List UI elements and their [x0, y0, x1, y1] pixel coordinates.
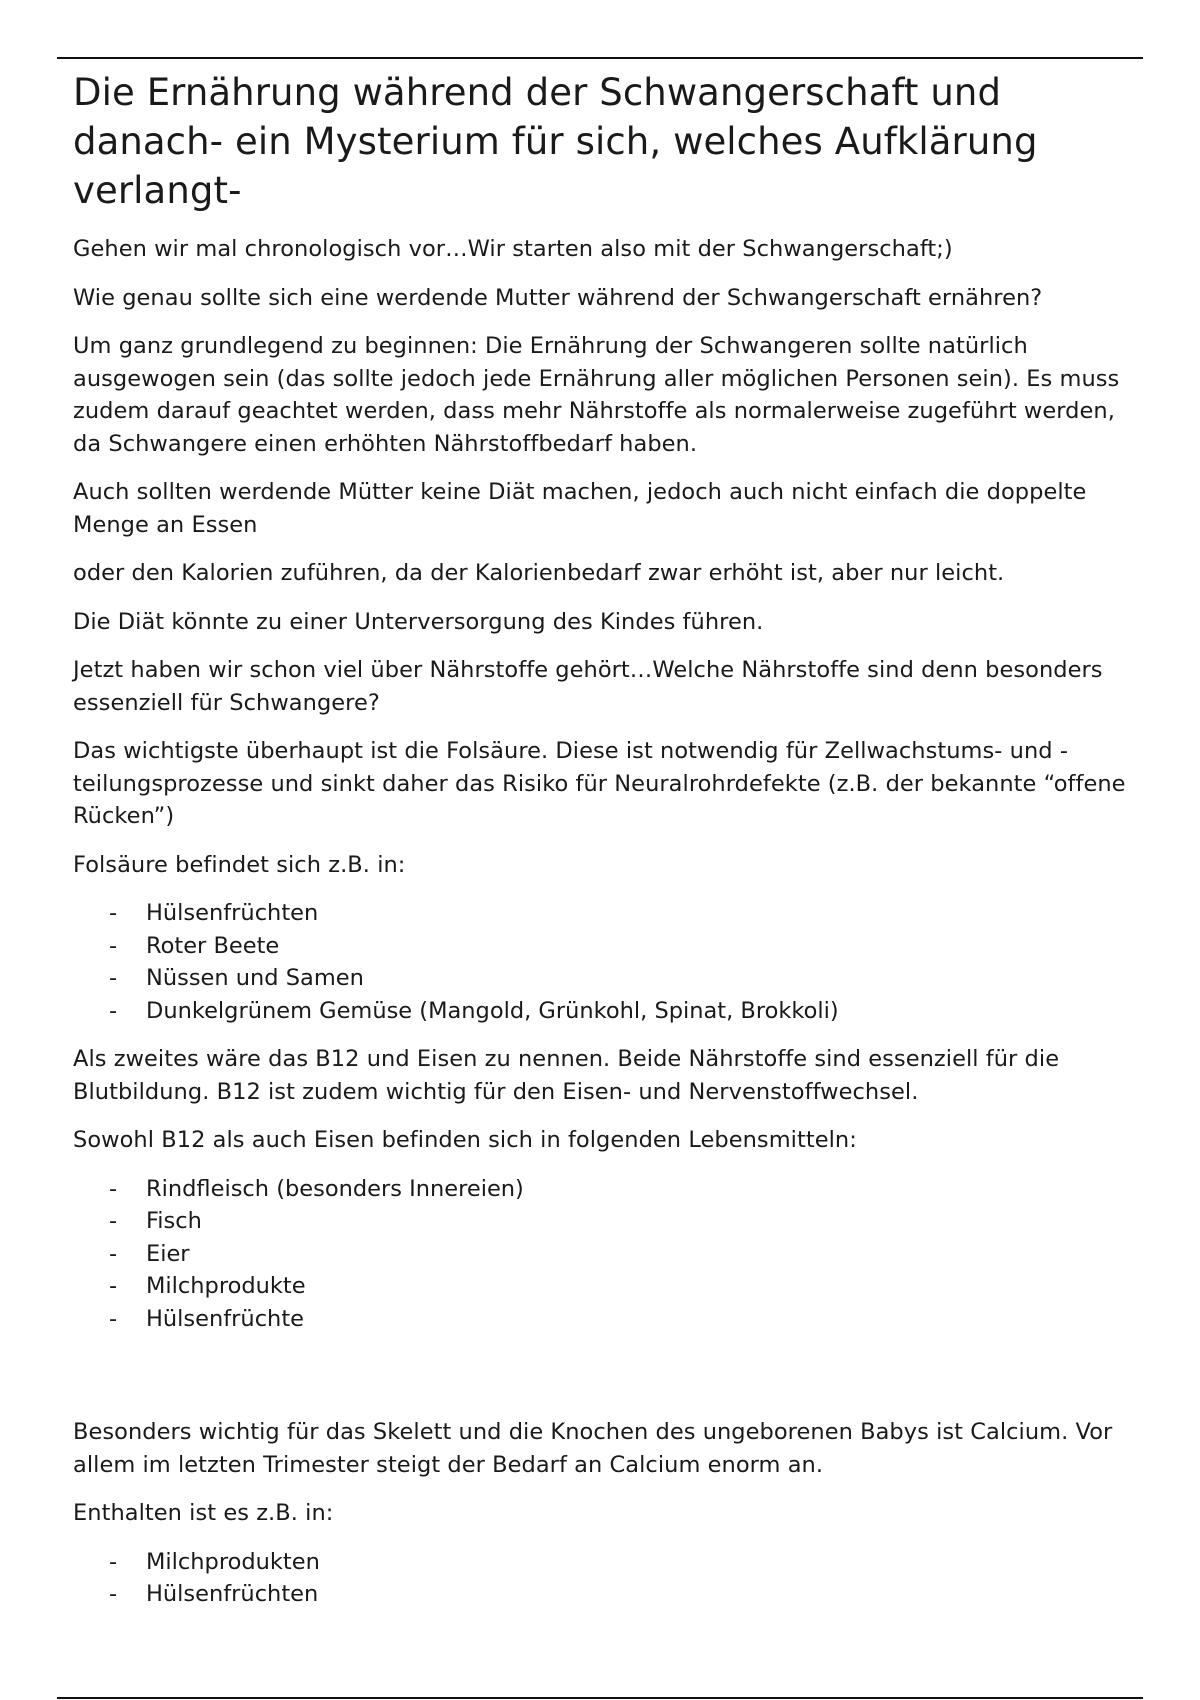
list-item: - Hülsenfrüchte	[73, 1303, 1133, 1336]
list-b12-iron	[73, 1173, 1133, 1336]
paragraph-intro: Gehen wir mal chronologisch vor…Wir starten also mit der Schwangerschaft;)	[73, 236, 953, 262]
bullet-dash: -	[109, 932, 118, 959]
paragraph-question: Wie genau sollte sich eine werdende Mutter während der Schwangerschaft ernähren?	[73, 284, 1043, 311]
top-rule	[57, 57, 1143, 59]
bullet-dash: -	[109, 1273, 118, 1299]
list-folic-acid	[73, 897, 1133, 1027]
bullet-dash: -	[109, 1305, 118, 1332]
blank-line	[73, 1351, 1133, 1416]
list-item: - Roter Beete	[73, 930, 1133, 963]
bottom-rule	[57, 1697, 1143, 1699]
paragraph-b12-iron: Als zweites wäre das B12 und Eisen zu nennen. Beide Nährstoffe sind essenziell für die Blutbildung. B12 ist zudem wichtig für den Eisen- und Nervenstoffwechsel.	[73, 1046, 1060, 1105]
bullet-dash: -	[109, 965, 118, 991]
list-item: - Milchprodukte	[73, 1270, 1133, 1303]
paragraph-b12-sources: Sowohl B12 als auch Eisen befinden sich in folgenden Lebensmitteln:	[73, 1127, 857, 1153]
list-calcium	[73, 1546, 1133, 1611]
list-item: - Rindfleisch (besonders Innereien)	[73, 1173, 1133, 1206]
paragraph-undersupply: Die Diät könnte zu einer Unterversorgung des Kindes führen.	[73, 608, 764, 635]
bullet-dash: -	[109, 1208, 118, 1234]
list-item: - Hülsenfrüchten	[73, 1578, 1133, 1611]
bullet-dash: -	[109, 900, 118, 926]
list-item: - Milchprodukten	[73, 1546, 1133, 1579]
bullet-dash: -	[109, 997, 118, 1024]
bullet-dash: -	[109, 1240, 118, 1267]
list-item: - Dunkelgrünem Gemüse (Mangold, Grünkohl, Spinat, Brokkoli)	[73, 995, 1133, 1028]
paragraph-calcium: Besonders wichtig für das Skelett und die Knochen des ungeborenen Babys ist Calcium. Vor allem im letzten Trimester steigt der Bedarf an Calcium enorm an.	[73, 1419, 1113, 1478]
paragraph-calories: oder den Kalorien zuführen, da der Kalorienbedarf zwar erhöht ist, aber nur leicht.	[73, 560, 1005, 586]
bullet-dash: -	[109, 1175, 118, 1202]
list-item: - Eier	[73, 1238, 1133, 1271]
document-title: Die Ernährung während der Schwangerschaft und danach- ein Mysterium für sich, welches Aufklärung verlangt-	[73, 71, 1038, 212]
paragraph-nutrients-question: Jetzt haben wir schon viel über Nährstoffe gehört…Welche Nährstoffe sind denn besonders essenziell für Schwangere?	[73, 657, 1103, 716]
paragraph-diet: Auch sollten werdende Mütter keine Diät machen, jedoch auch nicht einfach die doppelte Menge an Essen	[73, 479, 1087, 538]
document-page	[73, 68, 1133, 1627]
list-item: - Nüssen und Samen	[73, 962, 1133, 995]
paragraph-calcium-sources: Enthalten ist es z.B. in:	[73, 1500, 334, 1526]
list-item: - Hülsenfrüchten	[73, 897, 1133, 930]
paragraph-basics: Um ganz grundlegend zu beginnen: Die Ernährung der Schwangeren sollte natürlich ausgewogen sein (das sollte jedoch jede Ernährung aller möglichen Personen sein). Es muss zudem darauf geachtet werden, dass mehr Nährstoffe als normalerweise zugeführt werden, da Schwangere einen erhöhten Nährstoffbedarf haben.	[73, 333, 1120, 457]
paragraph-folic-acid: Das wichtigste überhaupt ist die Folsäure. Diese ist notwendig für Zellwachstums- und -teilungsprozesse und sinkt daher das Risiko für Neuralrohrdefekte (z.B. der bekannte “offene Rücken”)	[73, 738, 1126, 829]
list-item: - Fisch	[73, 1205, 1133, 1238]
paragraph-folic-sources: Folsäure befindet sich z.B. in:	[73, 851, 406, 878]
bullet-dash: -	[109, 1581, 118, 1607]
bullet-dash: -	[109, 1548, 118, 1575]
